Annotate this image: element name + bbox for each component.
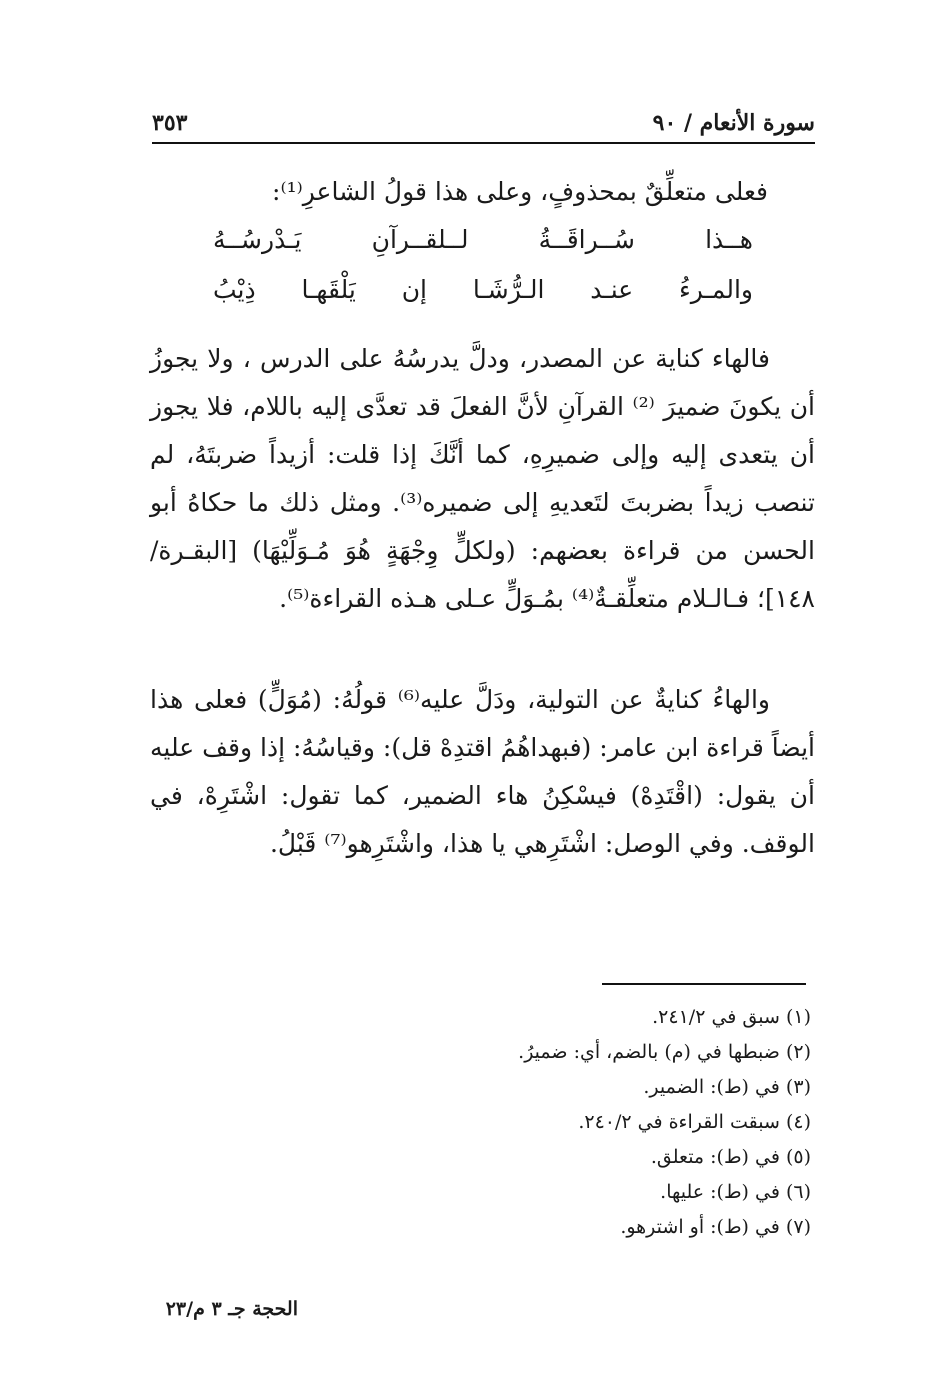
footnote-item: (٥) في (ط): متعلق.	[650, 1146, 811, 1168]
poetry-verse-line-1: هــذا سُــراقَــةُ لــلقــرآنِ يَـدْرسُــهُ	[213, 225, 753, 254]
header-page-number: ٣٥٣	[152, 110, 188, 136]
footnote-item: (١) سبق في ٢٤١/٢.	[652, 1006, 811, 1028]
poetry-verse-line-2: والمـرءُ عنـد الـرُّشَـا إن يَلْقَهـا ذِيْبُ	[213, 275, 753, 304]
body-paragraph-1: فالهاء كناية عن المصدر، ودلَّ يدرسُهُ على الدرس ، ولا يجوزُ أن يكونَ ضميرَ ⁽²⁾ القرآنِ لأنَّ الفعلَ قد تعدَّى إليه باللام، فلا يجوز أن يتعدى إليه وإلى ضميرِهِ، كما أنَّكَ إذا قلت: أزيداً ضربتَهُ، لم تنصب زيداً بضربتَ لتَعديهِ إلى ضميره⁽³⁾. ومثل ذلك ما حكاهُ أبو الحسن من قراءة بعضهم: (ولكلٍّ وِجْهَةٍ هُوَ مُـوَلِّيْهَا) [البقـرة/١٤٨]؛ فـالـلام متعلِّقـةٌ⁽⁴⁾ بمُـوَلٍّ عـلى هـذه القراءة⁽⁵⁾.	[150, 344, 815, 613]
footnote-item: (٤) سبقت القراءة في ٢٤٠/٢.	[578, 1111, 811, 1133]
footnote-item: (٧) في (ط): أو اشترهو.	[620, 1216, 811, 1238]
header-surah-title: سورة الأنعام / ٩٠	[652, 110, 815, 136]
footnote-item: (٣) في (ط): الضمير.	[643, 1076, 811, 1098]
footnote-item: (٦) في (ط): عليها.	[660, 1181, 811, 1203]
body-paragraph-2: والهاءُ كنايةٌ عن التولية، ودَلَّ عليه⁽⁶⁾ قولُهُ: (مُوَلٍّ) فعلى هذا أيضاً قراءة ابن عامر: (فبهداهُمُ اقتدِهْ قل): وقياسُهُ: إذا وقف عليه أن يقول: (اقْتَدِهْ) فيسْكِنُ هاء الضمير، كما تقول: اشْتَرِهْ، في الوقف. وفي الوصل: اشْتَرِهي يا هذا، واشْتَرِهو⁽⁷⁾ قَبْلُ.	[150, 685, 815, 858]
signature-mark: الحجة جـ ٣ م/٢٣	[165, 1298, 298, 1320]
footnote-rule	[602, 983, 806, 985]
running-header	[152, 106, 815, 140]
header-rule	[152, 142, 815, 144]
intro-line: فعلى متعلِّقٌ بمحذوفٍ، وعلى هذا قولُ الشاعرِ⁽¹⁾:	[272, 177, 768, 206]
footnote-item: (٢) ضبطها في (م) بالضم، أي: ضميرُ.	[518, 1041, 811, 1063]
footnotes-list	[251, 1000, 811, 1245]
